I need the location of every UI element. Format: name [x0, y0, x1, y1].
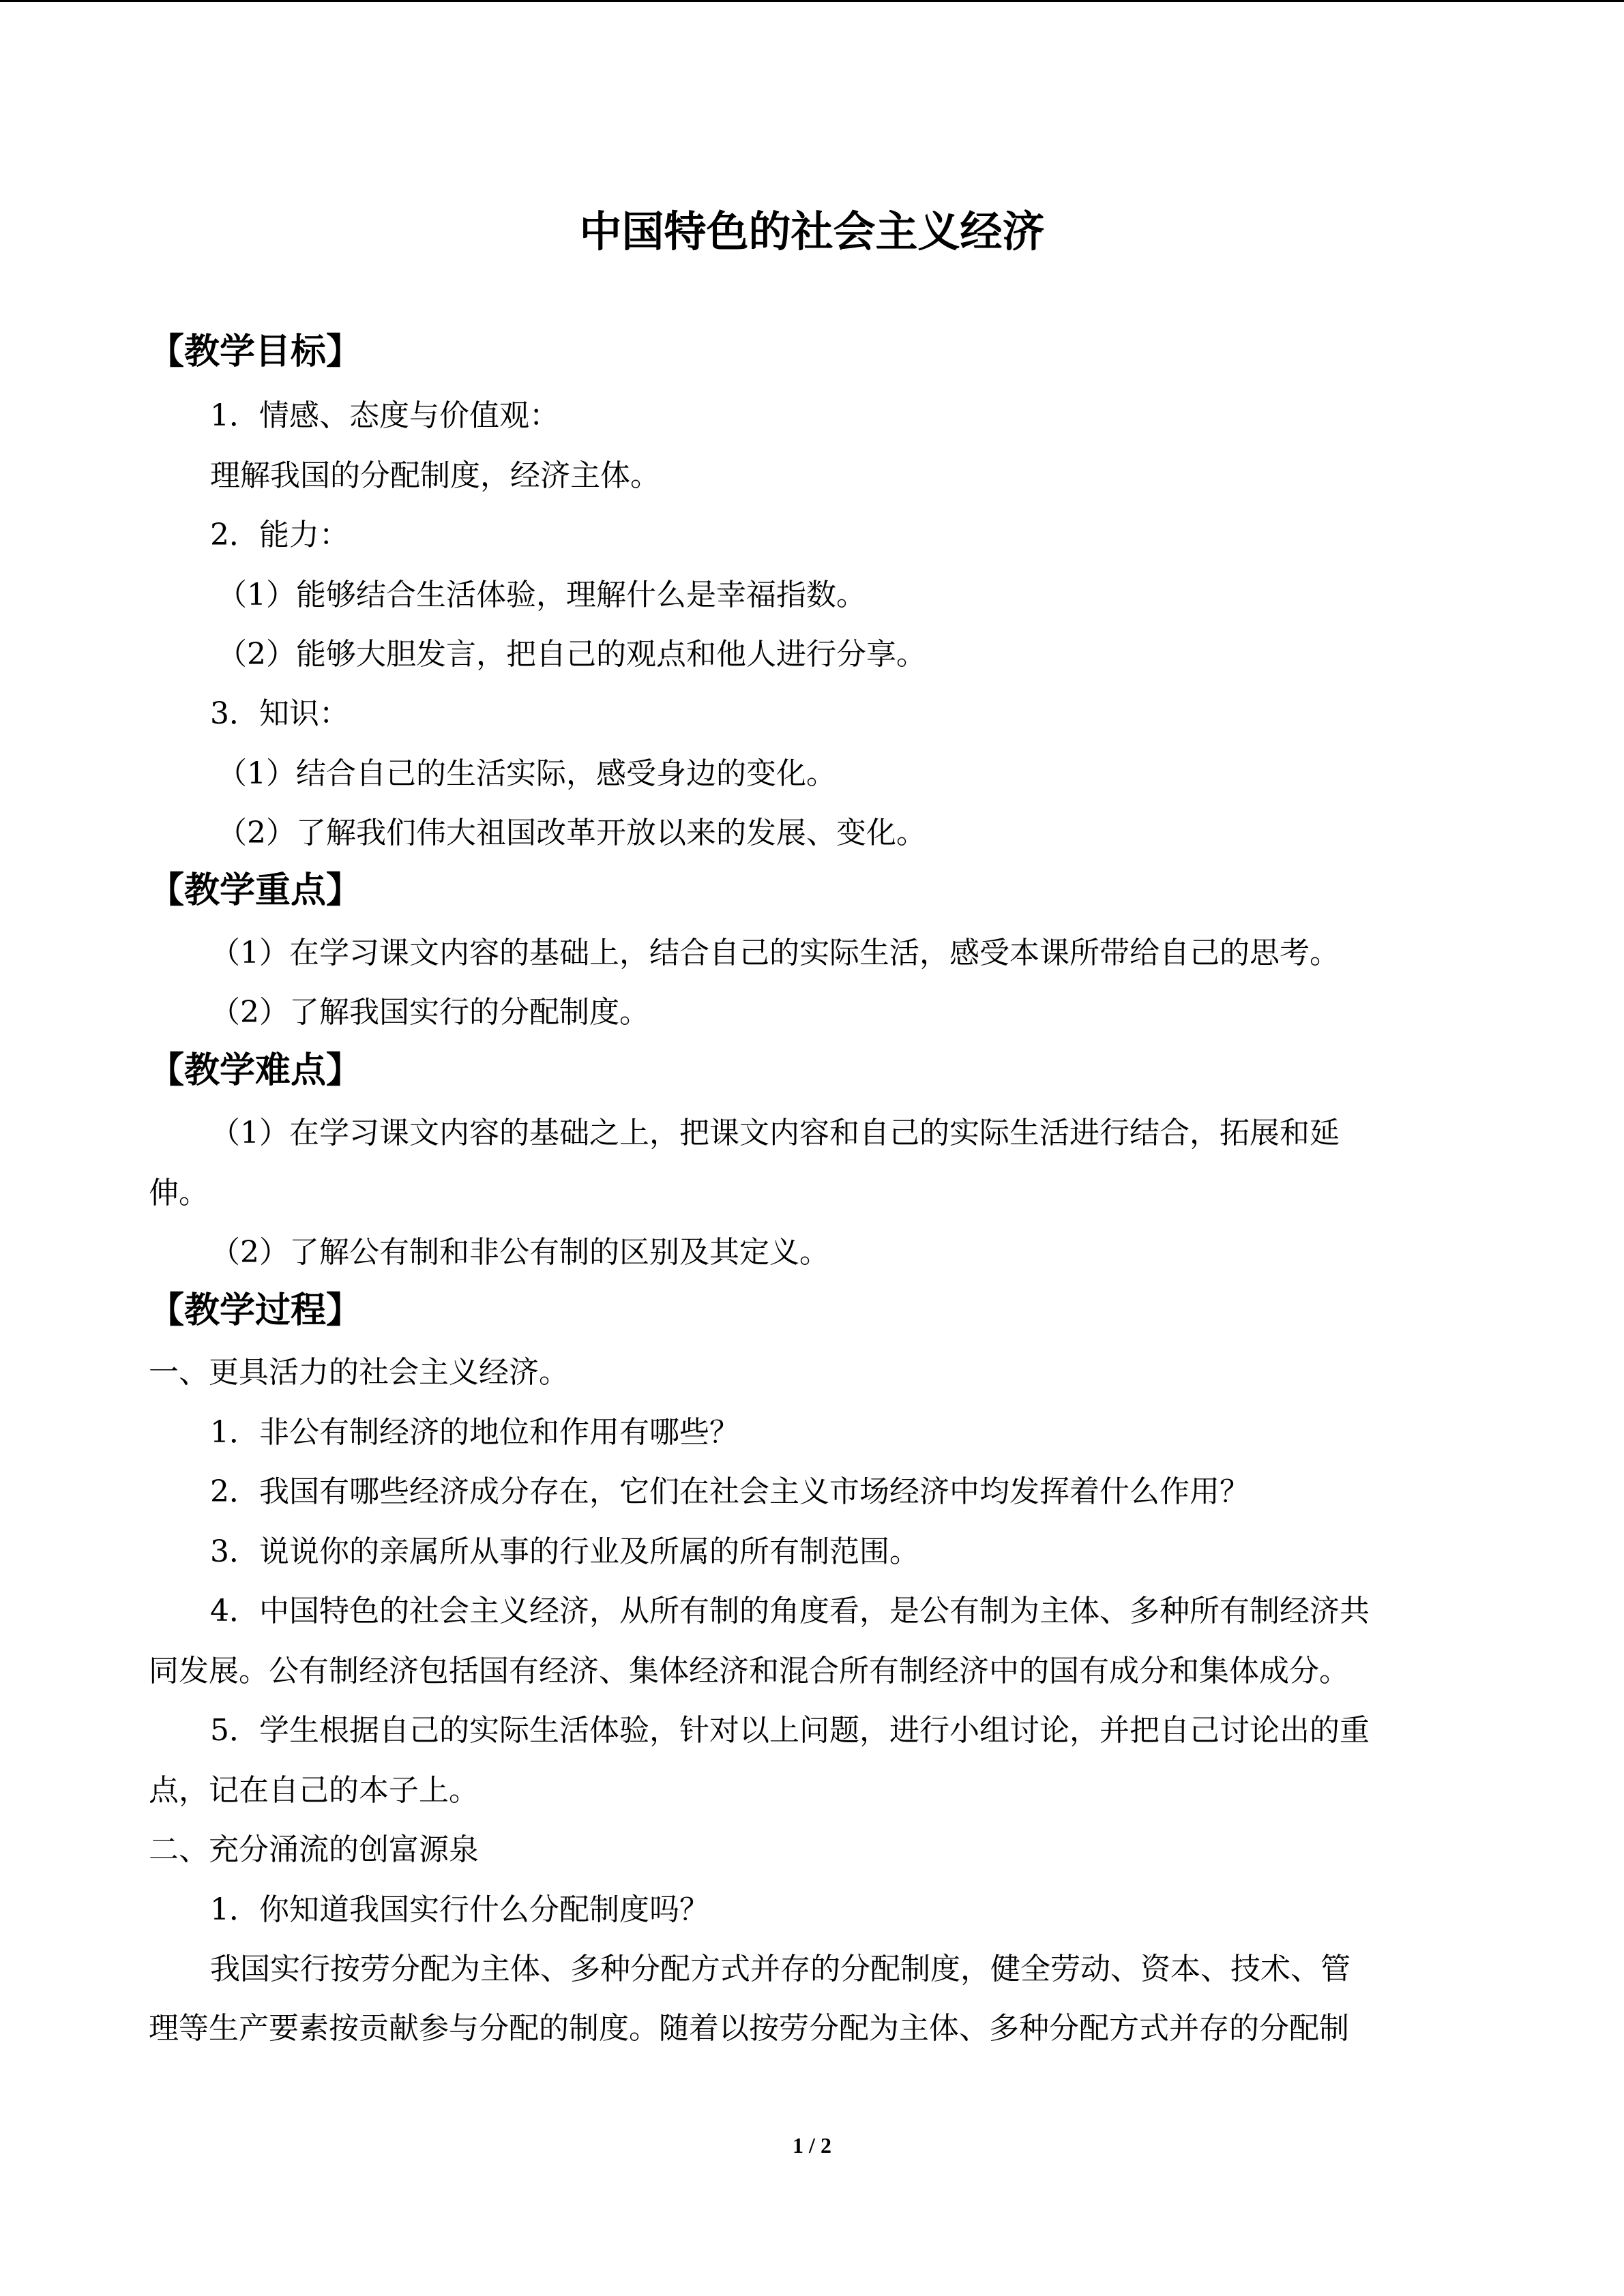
process-line: 5．学生根据自己的实际生活体验，针对以上问题，进行小组讨论，并把自己讨论出的重	[210, 1713, 1370, 1748]
objective-line: （1）结合自己的生活实际，感受身边的变化。	[217, 756, 836, 791]
key-point-line: （1）在学习课文内容的基础上，结合自己的实际生活，感受本课所带给自己的思考。	[210, 936, 1340, 970]
section-heading-key-points: 【教学重点】	[149, 870, 362, 911]
objective-line: 2．能力：	[210, 518, 349, 552]
difficult-point-line: （1）在学习课文内容的基础之上，把课文内容和自己的实际生活进行结合，拓展和延	[210, 1116, 1340, 1150]
page-title: 中国特色的社会主义经济	[579, 207, 1045, 256]
objective-line: 理解我国的分配制度，经济主体。	[210, 458, 660, 493]
process-line: 1．你知道我国实行什么分配制度吗？	[210, 1892, 709, 1927]
section-heading-process: 【教学过程】	[149, 1290, 362, 1331]
process-line: 3．说说你的亲属所从事的行业及所属的所有制范围。	[210, 1534, 919, 1569]
objective-line: 1．情感、态度与价值观：	[210, 398, 559, 433]
process-line: 一、更具活力的社会主义经济。	[149, 1355, 569, 1390]
process-line: 理等生产要素按贡献参与分配的制度。随着以按劳分配为主体、多种分配方式并存的分配制	[149, 2011, 1349, 2046]
process-line: 同发展。公有制经济包括国有经济、集体经济和混合所有制经济中的国有成分和集体成分。	[149, 1654, 1349, 1688]
difficult-point-line: 伸。	[149, 1176, 209, 1210]
process-line: 点，记在自己的本子上。	[149, 1773, 479, 1808]
process-line: 1．非公有制经济的地位和作用有哪些？	[210, 1415, 739, 1450]
process-line: 4．中国特色的社会主义经济，从所有制的角度看，是公有制为主体、多种所有制经济共	[210, 1594, 1370, 1628]
objective-line: 3．知识：	[210, 696, 349, 731]
process-line: 2．我国有哪些经济成分存在，它们在社会主义市场经济中均发挥着什么作用？	[210, 1474, 1250, 1509]
process-line: 我国实行按劳分配为主体、多种分配方式并存的分配制度，健全劳动、资本、技术、管	[210, 1952, 1350, 1986]
objective-line: （2）了解我们伟大祖国改革开放以来的发展、变化。	[217, 816, 926, 850]
section-heading-objectives: 【教学目标】	[149, 331, 362, 372]
top-border-line	[0, 0, 1624, 2]
page-number: 1 / 2	[793, 2133, 831, 2158]
difficult-point-line: （2）了解公有制和非公有制的区别及其定义。	[210, 1235, 829, 1270]
objective-line: （2）能够大胆发言，把自己的观点和他人进行分享。	[217, 637, 926, 672]
section-heading-difficult-points: 【教学难点】	[149, 1050, 362, 1091]
process-line: 二、充分涌流的创富源泉	[149, 1832, 479, 1867]
key-point-line: （2）了解我国实行的分配制度。	[210, 995, 649, 1030]
objective-line: （1）能够结合生活体验，理解什么是幸福指数。	[217, 578, 866, 612]
